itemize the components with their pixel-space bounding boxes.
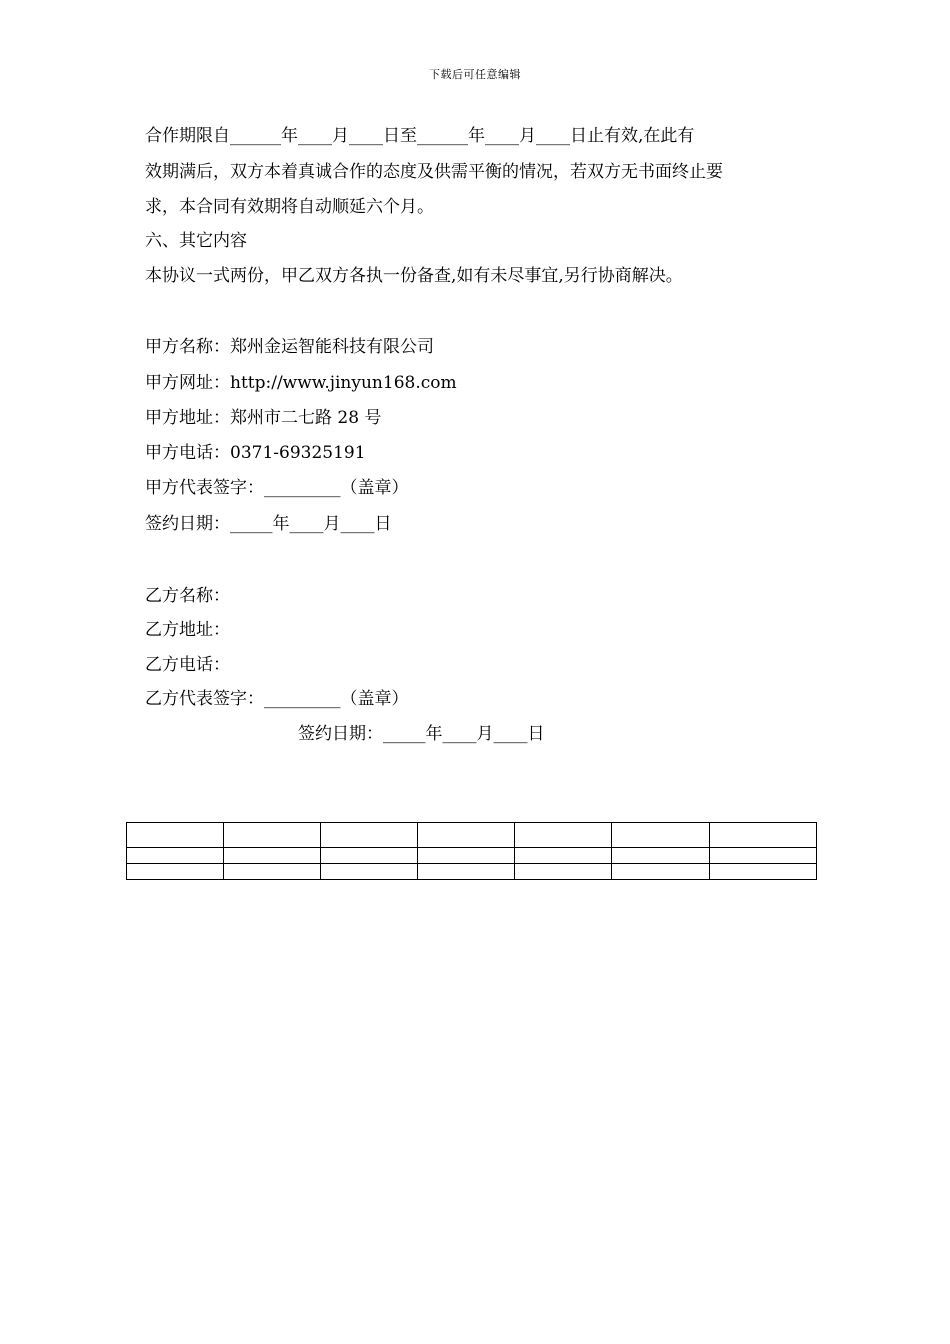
download-note: 下载后可任意编辑 [429,68,521,81]
table-cell [710,864,817,880]
table-cell [321,823,418,848]
table-cell [515,823,612,848]
party-a-sign-date: 签约日期：_____年____月____日 [145,514,392,534]
party-b-name: 乙方名称： [145,586,230,606]
copies-clause: 本协议一式两份，甲乙双方各执一份备查,如有未尽事宜,另行协商解决。 [145,266,683,286]
party-b-sign-date: 签约日期：_____年____月____日 [298,724,545,744]
term-clause-line-2: 效期满后，双方本着真诚合作的态度及供需平衡的情况，若双方无书面终止要 [145,162,723,182]
table-row [127,823,817,848]
table-cell [224,848,321,864]
table-cell [224,864,321,880]
table-cell [418,823,515,848]
section-heading-other: 六、其它内容 [145,231,247,251]
table-cell [612,864,710,880]
table-cell [321,848,418,864]
table-cell [418,864,515,880]
table-row [127,864,817,880]
party-a-name: 甲方名称：郑州金运智能科技有限公司 [145,337,434,357]
table-cell [515,848,612,864]
party-b-address: 乙方地址： [145,620,230,640]
party-a-website: 甲方网址：http://www.jinyun168.com [145,373,457,393]
party-a-address: 甲方地址：郑州市二七路 28 号 [145,408,382,428]
term-clause-line-1: 合作期限自______年____月____日至______年____月____日止有效,在此有 [145,126,695,146]
table-cell [710,848,817,864]
table-cell [127,848,224,864]
table-cell [127,864,224,880]
term-clause-line-3: 求，本合同有效期将自动顺延六个月。 [145,197,434,217]
table-cell [127,823,224,848]
table-cell [418,848,515,864]
table-cell [612,848,710,864]
table-cell [321,864,418,880]
party-a-phone: 甲方电话：0371-69325191 [145,443,366,463]
party-b-phone: 乙方电话： [145,655,230,675]
table-cell [224,823,321,848]
party-a-signature: 甲方代表签字：_________（盖章） [145,478,409,498]
table-cell [612,823,710,848]
party-b-signature: 乙方代表签字：_________（盖章） [145,689,409,709]
table-cell [710,823,817,848]
table-row [127,848,817,864]
table-cell [515,864,612,880]
blank-table [126,822,817,880]
